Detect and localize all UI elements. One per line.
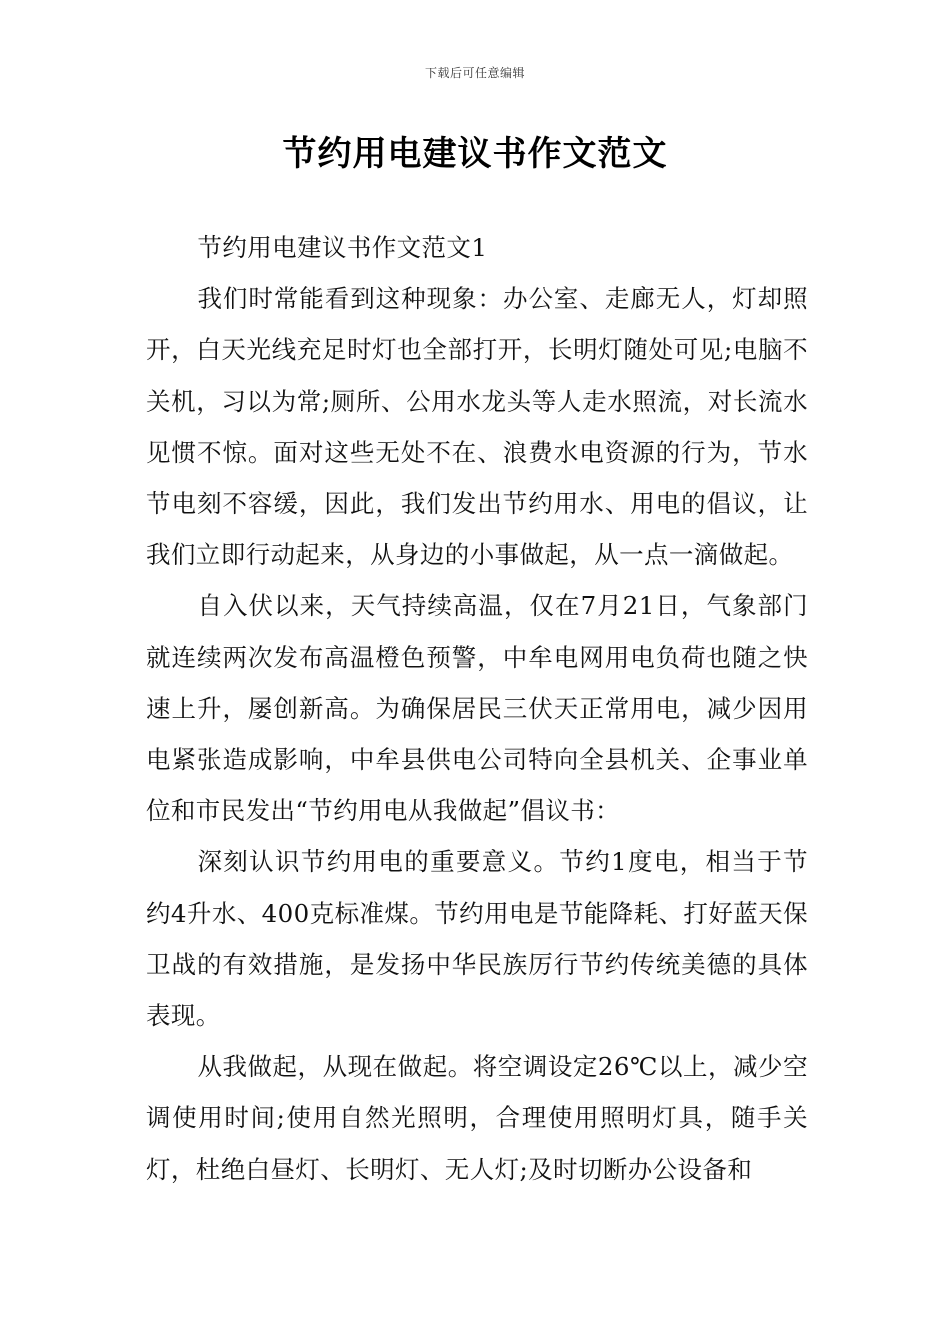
document-body (146, 222, 808, 1195)
body-paragraph: 从我做起，从现在做起。将空调设定26℃以上，减少空调使用时间;使用自然光照明，合理使用照明灯具，随手关灯，杜绝白昼灯、长明灯、无人灯;及时切断办公设备和 (146, 1052, 808, 1184)
page-header-note: 下载后可任意编辑 (424, 66, 525, 80)
document-title: 节约用电建议书作文范文 (282, 134, 668, 174)
body-paragraph: 我们时常能看到这种现象：办公室、走廊无人，灯却照开，白天光线充足时灯也全部打开，长明灯随处可见;电脑不关机，习以为常;厕所、公用水龙头等人走水照流，对长流水见惯不惊。面对这些无处不在、浪费水电资源的行为，节水节电刻不容缓，因此，我们发出节约用水、用电的倡议，让我们立即行动起来，从身边的小事做起，从一点一滴做起。 (146, 284, 808, 570)
body-paragraph: 深刻认识节约用电的重要意义。节约1度电，相当于节约4升水、400克标准煤。节约用电是节能降耗、打好蓝天保卫战的有效措施，是发扬中华民族厉行节约传统美德的具体表现。 (146, 847, 808, 1031)
subheading-paragraph: 节约用电建议书作文范文1 (197, 233, 488, 262)
body-paragraph: 自入伏以来，天气持续高温，仅在7月21日，气象部门就连续两次发布高温橙色预警，中牟电网用电负荷也随之快速上升，屡创新高。为确保居民三伏天正常用电，减少因用电紧张造成影响，中牟县供电公司特向全县机关、企事业单位和市民发出“节约用电从我做起”倡议书： (146, 591, 808, 826)
